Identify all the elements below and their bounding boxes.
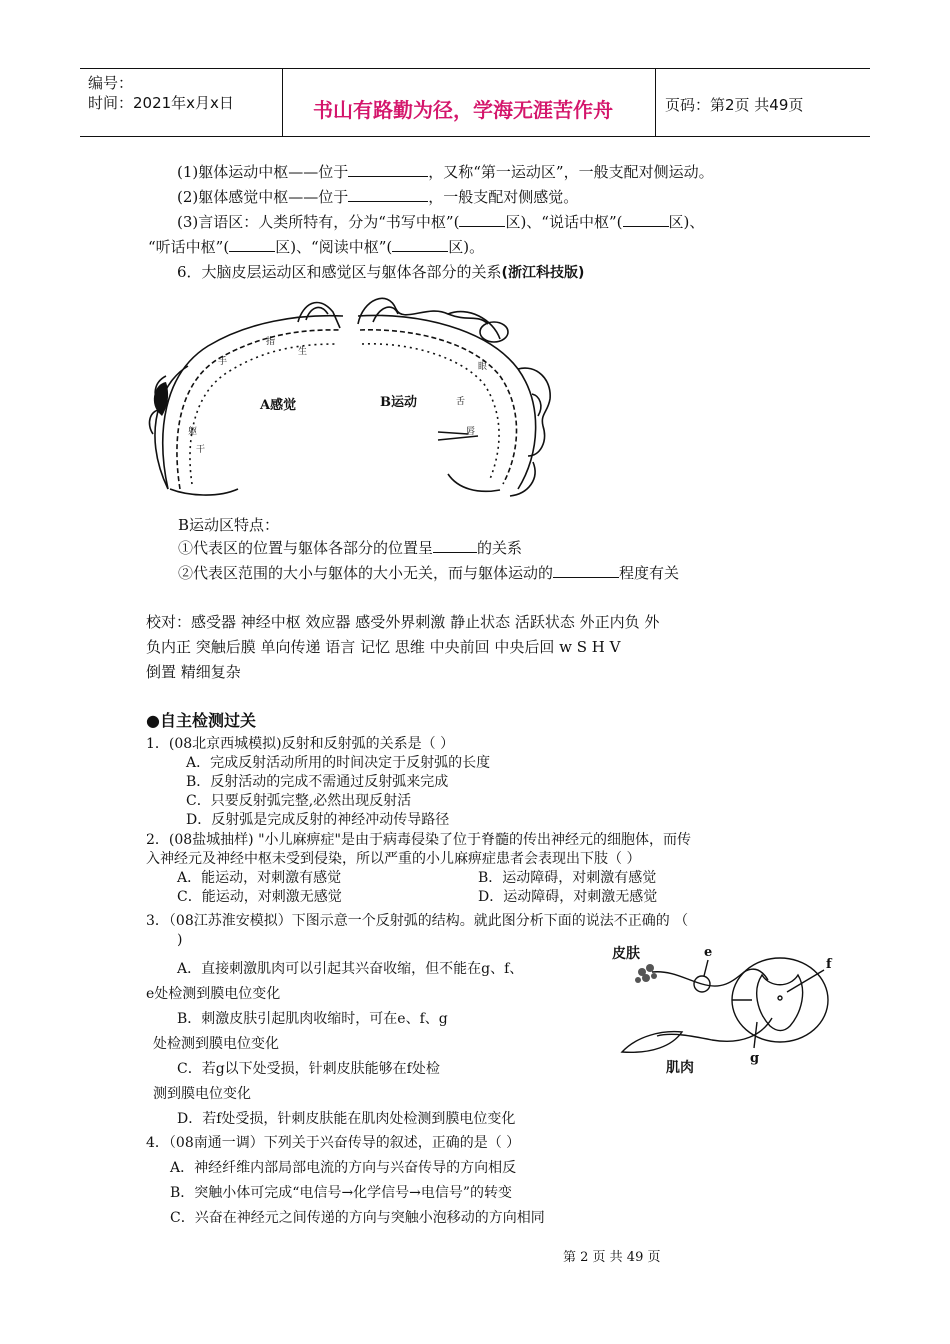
header-motto: 书山有路勤为径，学海无涯苦作舟	[313, 98, 613, 122]
header-divider-1	[282, 68, 283, 136]
q3-option-a-1: A．直接刺激肌肉可以引起其兴奋收缩，但不能在g、f、	[177, 961, 524, 977]
q3-option-b-1: B．刺激皮肤引起肌肉收缩时，可在e、f、g	[177, 1011, 448, 1027]
e-label: e	[704, 945, 713, 960]
header-page: 页码：第2页 共49页	[665, 96, 804, 114]
q3-option-c-2: 测到膜电位变化	[153, 1086, 251, 1102]
q3-option-a-2: e处检测到膜电位变化	[146, 986, 281, 1002]
b-point-1: ①代表区的位置与躯体各部分的位置呈 的关系	[178, 539, 523, 557]
b-area-title: B运动区特点：	[178, 516, 280, 534]
svg-text:舌: 舌	[456, 397, 466, 407]
svg-text:指: 指	[266, 337, 276, 347]
item-2: (2)躯体感觉中枢——位于 ，一般支配对侧感觉。	[177, 188, 579, 206]
item-3: (3)言语区：人类所特有，分为“书写中枢”( 区)、“说话中枢”( 区)、	[177, 213, 705, 231]
self-test-heading: ●自主检测过关	[146, 711, 256, 730]
b-point-2: ②代表区范围的大小与躯体的大小无关，而与躯体运动的 程度有关	[178, 564, 680, 582]
header-time: 时间：2021年x月x日	[88, 94, 234, 112]
svg-text:眼: 眼	[478, 362, 488, 372]
answer-key-line-2: 负内正 突触后膜 单向传递 语言 记忆 思维 中央前回 中央后回 w S H V	[146, 638, 621, 656]
header-bottom-rule	[80, 136, 870, 137]
q2-stem-1: 2．(08盐城抽样) "小儿麻痹症"是由于病毒侵染了位于脊髓的传出神经元的细胞体，而传	[146, 832, 691, 848]
q3-option-b-2: 处检测到膜电位变化	[153, 1036, 279, 1052]
header-top-rule	[80, 68, 870, 69]
f-label: f	[826, 957, 832, 972]
svg-text:干: 干	[196, 445, 206, 455]
header-number: 编号：	[88, 74, 134, 92]
reflex-arc-figure	[612, 940, 852, 1080]
q1-stem: 1．(08北京西城模拟)反射和反射弧的关系是（ ）	[146, 736, 455, 752]
q3-option-d: D．若f处受损，针刺皮肤能在肌肉处检测到膜电位变化	[177, 1111, 516, 1127]
q4-option-b: B．突触小体可完成“电信号→化学信号→电信号”的转变	[170, 1185, 513, 1201]
answer-key-line-1: 校对：感受器 神经中枢 效应器 感受外界刺激 静止状态 活跃状态 外正内负 外	[146, 613, 660, 631]
item-1: (1)躯体运动中枢——位于 ，又称“第一运动区”，一般支配对侧运动。	[177, 163, 714, 181]
q3-stem-2: )	[177, 932, 183, 948]
cortex-homunculus-figure	[148, 284, 558, 502]
svg-text:生: 生	[298, 347, 308, 357]
q2-stem-2: 入神经元及神经中枢未受到侵染，所以严重的小儿麻痹症患者会表现出下肢（ ）	[146, 851, 641, 867]
q2-option-b: B．运动障碍，对刺激有感觉	[478, 870, 657, 886]
svg-text:唇: 唇	[466, 427, 476, 437]
q1-option-d: D．反射弧是完成反射的神经冲动传导路径	[186, 812, 450, 828]
q3-stem-1: 3．（08江苏淮安模拟）下图示意一个反射弧的结构。就此图分析下面的说法不正确的 （	[146, 913, 689, 929]
q4-stem: 4．（08南通一调）下列关于兴奋传导的叙述，正确的是（ ）	[146, 1135, 521, 1151]
item-3-cont: “听话中枢”( 区)、“阅读中枢”( 区)。	[148, 238, 485, 256]
q2-option-c: C．能运动，对刺激无感觉	[177, 889, 342, 905]
muscle-label: 肌肉	[666, 1060, 694, 1076]
header-divider-2	[655, 68, 656, 136]
q3-option-c-1: C．若g以下处受损，针刺皮肤能够在f处检	[177, 1061, 440, 1077]
figure-label-b: B运动	[380, 395, 417, 410]
figure-label-a: A感觉	[260, 398, 297, 413]
q1-option-a: A．完成反射活动所用的时间决定于反射弧的长度	[186, 755, 491, 771]
skin-label: 皮肤	[612, 946, 640, 962]
q1-option-b: B．反射活动的完成不需通过反射弧来完成	[186, 774, 449, 790]
footer-page-number: 第 2 页 共 49 页	[563, 1250, 661, 1265]
svg-text:手: 手	[218, 357, 228, 367]
section6-title: 6．大脑皮层运动区和感觉区与躯体各部分的关系(浙江科技版)	[177, 263, 585, 281]
q1-option-c: C．只要反射弧完整,必然出现反射活	[186, 793, 412, 809]
q4-option-c: C．兴奋在神经元之间传递的方向与突触小泡移动的方向相同	[170, 1210, 545, 1226]
svg-text:躯: 躯	[188, 427, 198, 437]
answer-key-line-3: 倒置 精细复杂	[146, 663, 241, 681]
q2-option-d: D．运动障碍，对刺激无感觉	[478, 889, 658, 905]
q2-option-a: A．能运动，对刺激有感觉	[177, 870, 342, 886]
g-label: g	[750, 1051, 760, 1066]
q4-option-a: A．神经纤维内部局部电流的方向与兴奋传导的方向相反	[170, 1160, 517, 1176]
